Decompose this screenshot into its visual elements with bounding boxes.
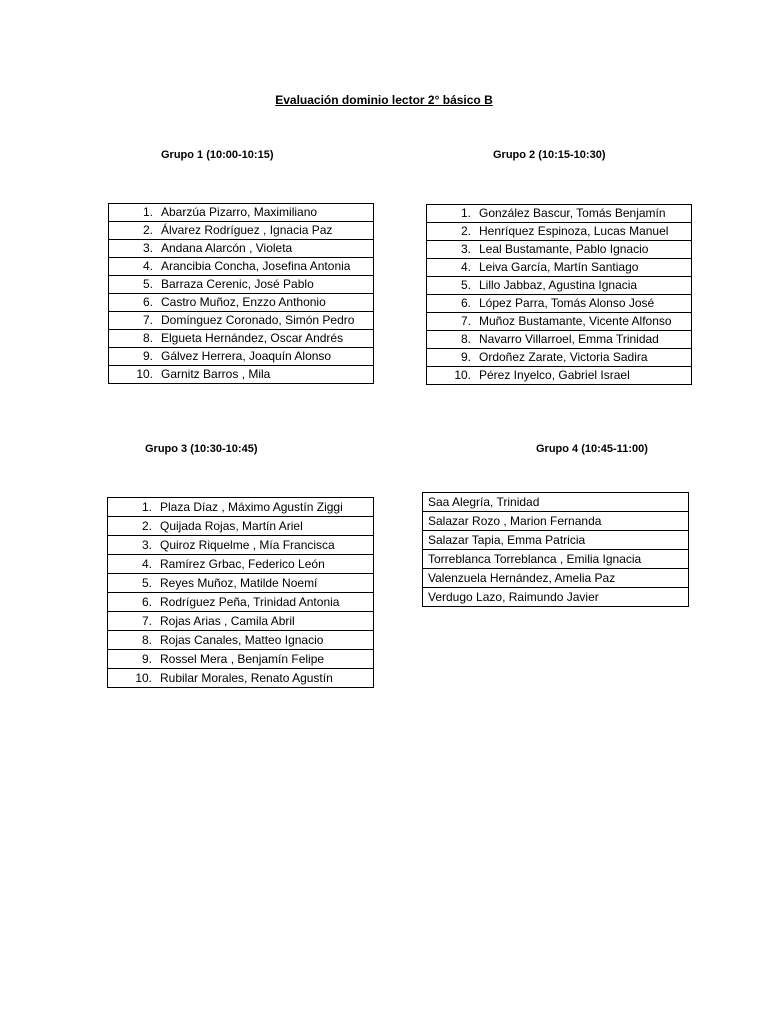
student-name: Quiroz Riquelme , Mía Francisca: [156, 536, 374, 555]
student-name: Garnitz Barros , Mila: [157, 366, 374, 384]
table-row: [109, 240, 374, 258]
row-number: 3.: [109, 240, 158, 258]
table-row: [108, 517, 374, 536]
row-number: 8.: [108, 631, 157, 650]
student-name: Leiva García, Martín Santiago: [475, 259, 692, 277]
row-number: 5.: [427, 277, 476, 295]
table-row: [427, 277, 692, 295]
student-name: Ramírez Grbac, Federico León: [156, 555, 374, 574]
row-number: 4.: [108, 555, 157, 574]
table-row: [109, 366, 374, 384]
student-name: Álvarez Rodríguez , Ignacia Paz: [157, 222, 374, 240]
page-title: Evaluación dominio lector 2° básico B: [275, 93, 493, 107]
table-row: [108, 631, 374, 650]
student-name: Henríquez Espinoza, Lucas Manuel: [475, 223, 692, 241]
row-number: 3.: [108, 536, 157, 555]
row-number: 6.: [108, 593, 157, 612]
student-name: Domínguez Coronado, Simón Pedro: [157, 312, 374, 330]
row-number: 6.: [427, 295, 476, 313]
row-number: 1.: [427, 205, 476, 223]
table-row: [109, 204, 374, 222]
group-3-table: [107, 497, 374, 688]
row-number: 10.: [109, 366, 158, 384]
row-number: 9.: [109, 348, 158, 366]
table-row: [427, 259, 692, 277]
table-row: [108, 669, 374, 688]
table-row: [427, 331, 692, 349]
group-4-table: [422, 492, 689, 607]
table-row: [109, 222, 374, 240]
table-row: [427, 295, 692, 313]
row-number: 7.: [108, 612, 157, 631]
student-name: Verdugo Lazo, Raimundo Javier: [423, 588, 689, 607]
student-name: Muñoz Bustamante, Vicente Alfonso: [475, 313, 692, 331]
table-row: [108, 650, 374, 669]
row-number: 10.: [108, 669, 157, 688]
table-row: [109, 348, 374, 366]
student-name: Quijada Rojas, Martín Ariel: [156, 517, 374, 536]
row-number: 2.: [108, 517, 157, 536]
student-name: Rojas Canales, Matteo Ignacio: [156, 631, 374, 650]
row-number: 1.: [108, 498, 157, 517]
table-row: [427, 205, 692, 223]
student-name: Salazar Rozo , Marion Fernanda: [423, 512, 689, 531]
table-row: [108, 498, 374, 517]
group-2-table: [426, 204, 692, 385]
row-number: 8.: [427, 331, 476, 349]
table-row: [423, 512, 689, 531]
student-name: Leal Bustamante, Pablo Ignacio: [475, 241, 692, 259]
group-4-heading: Grupo 4 (10:45-11:00): [536, 443, 648, 455]
student-name: Abarzúa Pizarro, Maximiliano: [157, 204, 374, 222]
table-row: [427, 367, 692, 385]
student-name: Pérez Inyelco, Gabriel Israel: [475, 367, 692, 385]
student-name: Elgueta Hernández, Oscar Andrés: [157, 330, 374, 348]
student-name: Ordoñez Zarate, Victoria Sadira: [475, 349, 692, 367]
table-row: [427, 223, 692, 241]
table-row: [109, 330, 374, 348]
group-3-heading: Grupo 3 (10:30-10:45): [145, 443, 258, 455]
row-number: 1.: [109, 204, 158, 222]
table-row: [423, 588, 689, 607]
table-row: [427, 313, 692, 331]
student-name: Lillo Jabbaz, Agustina Ignacia: [475, 277, 692, 295]
row-number: 4.: [427, 259, 476, 277]
student-name: Castro Muñoz, Enzzo Anthonio: [157, 294, 374, 312]
row-number: 5.: [109, 276, 158, 294]
student-name: Rossel Mera , Benjamín Felipe: [156, 650, 374, 669]
table-row: [109, 294, 374, 312]
row-number: 7.: [109, 312, 158, 330]
row-number: 3.: [427, 241, 476, 259]
row-number: 9.: [108, 650, 157, 669]
group-2-heading: Grupo 2 (10:15-10:30): [493, 149, 606, 161]
row-number: 6.: [109, 294, 158, 312]
student-name: Navarro Villarroel, Emma Trinidad: [475, 331, 692, 349]
row-number: 2.: [427, 223, 476, 241]
row-number: 5.: [108, 574, 157, 593]
table-row: [108, 574, 374, 593]
student-name: Gálvez Herrera, Joaquín Alonso: [157, 348, 374, 366]
table-row: [108, 612, 374, 631]
table-row: [427, 241, 692, 259]
group-1-heading: Grupo 1 (10:00-10:15): [161, 149, 274, 161]
table-row: [109, 312, 374, 330]
table-row: [109, 276, 374, 294]
student-name: González Bascur, Tomás Benjamín: [475, 205, 692, 223]
student-name: Salazar Tapia, Emma Patricia: [423, 531, 689, 550]
student-name: Reyes Muñoz, Matilde Noemí: [156, 574, 374, 593]
table-row: [108, 593, 374, 612]
student-name: Rubilar Morales, Renato Agustín: [156, 669, 374, 688]
table-row: [423, 569, 689, 588]
student-name: Saa Alegría, Trinidad: [423, 493, 689, 512]
student-name: Plaza Díaz , Máximo Agustín Ziggi: [156, 498, 374, 517]
row-number: 7.: [427, 313, 476, 331]
table-row: [108, 555, 374, 574]
table-row: [423, 493, 689, 512]
student-name: Andana Alarcón , Violeta: [157, 240, 374, 258]
table-row: [109, 258, 374, 276]
row-number: 9.: [427, 349, 476, 367]
table-row: [423, 550, 689, 569]
table-row: [423, 531, 689, 550]
student-name: Rodríguez Peña, Trinidad Antonia: [156, 593, 374, 612]
student-name: Barraza Cerenic, José Pablo: [157, 276, 374, 294]
student-name: Rojas Arias , Camila Abril: [156, 612, 374, 631]
student-name: Arancibia Concha, Josefina Antonia: [157, 258, 374, 276]
student-name: Valenzuela Hernández, Amelia Paz: [423, 569, 689, 588]
row-number: 10.: [427, 367, 476, 385]
student-name: Torreblanca Torreblanca , Emilia Ignacia: [423, 550, 689, 569]
table-row: [108, 536, 374, 555]
group-1-table: [108, 203, 374, 384]
row-number: 2.: [109, 222, 158, 240]
table-row: [427, 349, 692, 367]
row-number: 8.: [109, 330, 158, 348]
student-name: López Parra, Tomás Alonso José: [475, 295, 692, 313]
row-number: 4.: [109, 258, 158, 276]
